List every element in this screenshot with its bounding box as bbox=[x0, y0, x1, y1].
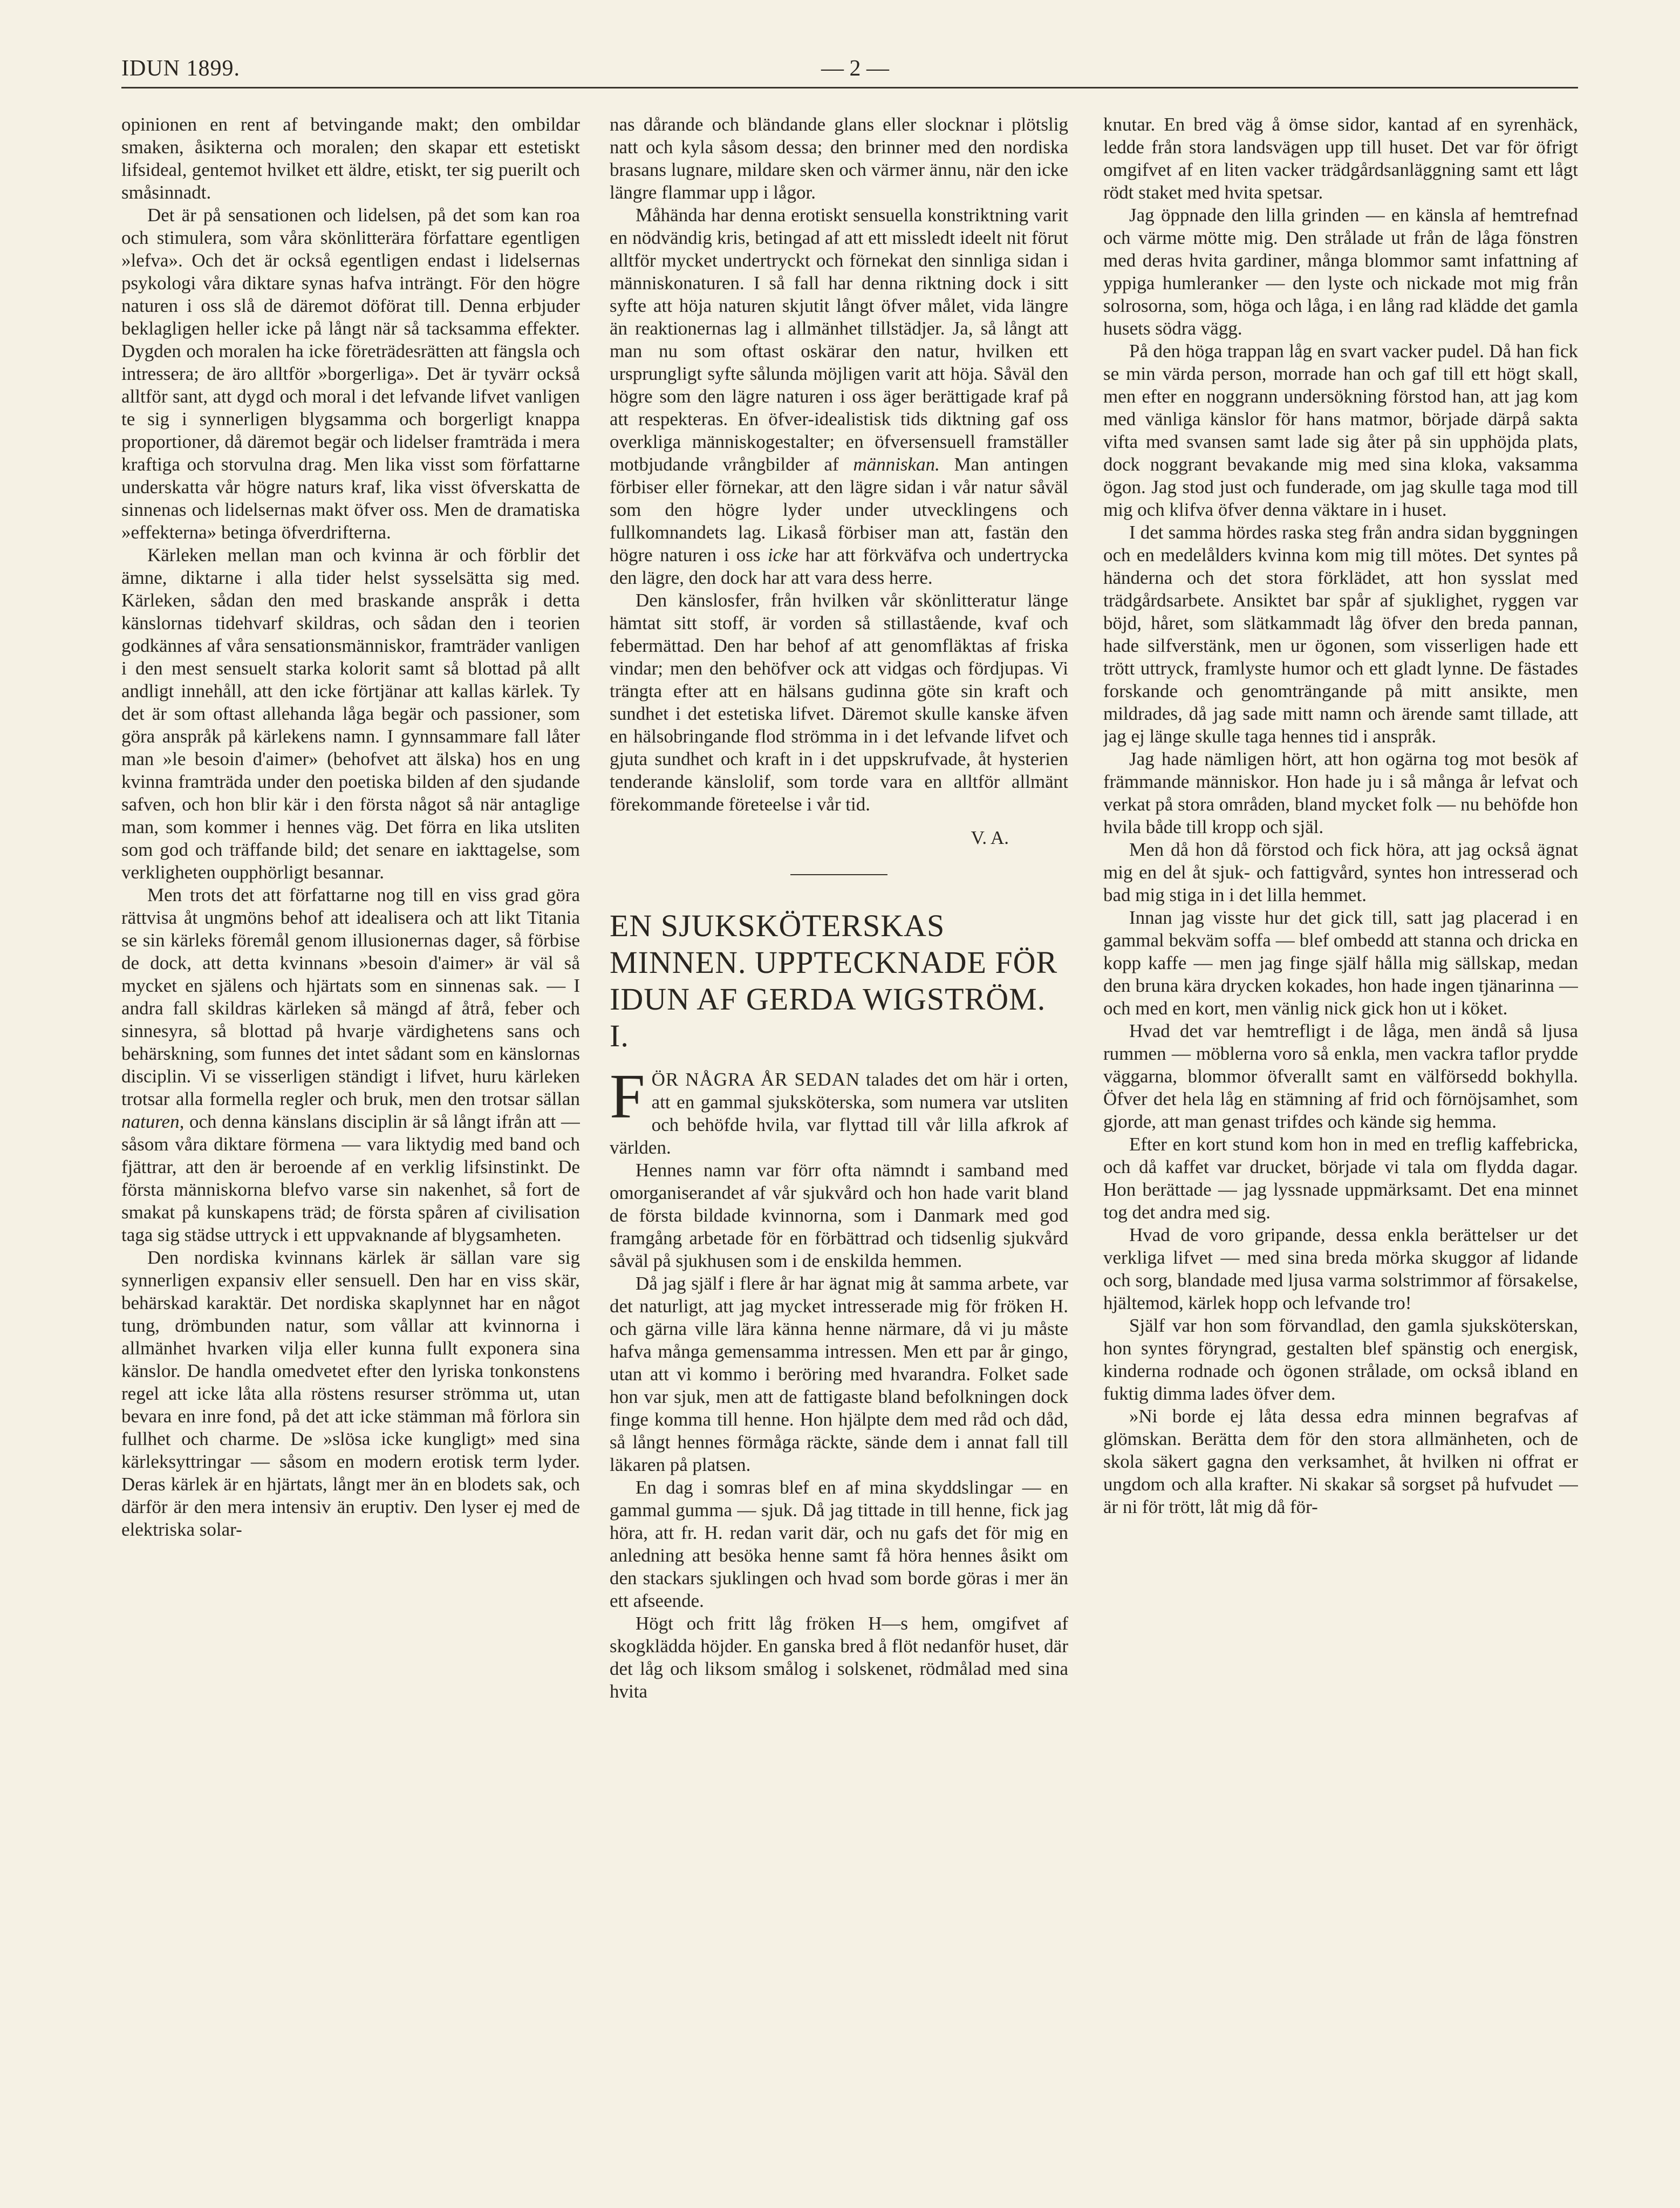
text-run: har att förkväfva och undertrycka den lägre, den dock har att vara dess herre. bbox=[610, 544, 1068, 588]
paragraph: Det är på sensationen och lidelsen, på det som kan roa och stimulera, som våra skönlitterära författare egentligen »lefva». Och det är också egentligen endast i lidelsernas psykologi våra diktare synas hafva inträngt. För den högre naturen i oss slå de däremot döförat till. Denna erbjuder beklagligen heller icke på långt när så tacksamma effekter. Dygden och moralen ha icke företrädesrätten att fängsla och intressera; de äro alltför »borgerliga». Det är tyvärr också alltför sant, att dygd och moral i det lefvande lifvet vanligen te sig i synnerligen blygsamma och borgerligt knappa proportioner, då däremot begär och lidelser framträda i mera kraftiga och storvulna drag. Men lika visst som författarne underskatta vår högre naturs kraf, lika visst öfverskatta de sinnenas och lidelsernas makt öfver oss. Men de dramatiska »effekterna» betinga öfverdrifterna. bbox=[121, 205, 580, 543]
paragraph: Då jag själf i flere år har ägnat mig åt samma arbete, var det naturligt, att jag mycket intresserade mig för fröken H. och gärna ville lära känna henne närmare, då vi ju måste hafva många gemensamma intressen. Men ett par år gingo, utan att vi kommo i beröring med hvarandra. Folket sade hon var sjuk, men att de fattigaste bland befolkningen dock finge komma till henne. Hon hjälpte dem med råd och dåd, så långt hennes förmåga räckte, sände dem i annat fall till läkaren på platsen. bbox=[610, 1273, 1068, 1475]
paragraph: Hennes namn var förr ofta nämndt i samband med omorganiserandet af vår sjukvård och hon hade varit bland de första bildade kvinnorna, som i Danmark med god framgång arbetade för en förbättrad och tidsenlig sjukvård såväl på sjukhusen som i de enskilda hemmen. bbox=[610, 1160, 1068, 1271]
drop-cap: F bbox=[610, 1061, 645, 1132]
text-run: Måhända har denna erotiskt sensuella konstriktning varit en nödvändig kris, betingad af att ett missledt ideelt nit förut alltför mycket undertryckt och förnekat den sinnliga sidan i människonaturen. I så fall har denna riktning dock i sitt syfte att höja naturen skjutit långt öfver målet, vida längre än reaktionernas lag i allmänhet tillstädjer. Ja, så långt att man nu som oftast oskärar den natur, hvilken ett ursprungligt syfte sålunda möjligen varit att höja. Såväl den högre som den lägre naturen i oss äger berättigade kraf på att respekteras. En öfver-idealistisk tids diktning gaf oss overkliga människogestalter; en öfversensuell framställer motbjudande vrångbilder af bbox=[610, 205, 1068, 475]
column-2 bbox=[610, 113, 1068, 2142]
emphasis: icke bbox=[767, 544, 798, 565]
paragraph: knutar. En bred väg å ömse sidor, kantad af en syrenhäck, ledde från stora landsvägen upp till huset. Det var för öfrigt omgifvet af en liten vacker trädgårdsanläggning samt ett lågt rödt staket med hvita spetsar. bbox=[1103, 114, 1578, 203]
text-run: Men trots det att författarne nog till en viss grad göra rättvisa åt ungmöns behof att idealisera och att likt Titania se sin kärleks föremål genom illusionernas dager, så förbise de dock, att detta kvinnans »besoin d'aimer» är väl så mycket en själens och hjärtats som en sinnenas sak. — I andra fall skildras kärleken så mängd af åtrå, feber och sinnesyra, så blottad på hvarje värdighetens sans och behärskning, som funnes det intet sådant som en känslornas disciplin. Vi se visserligen ständigt i lifvet, huru kärleken trotsar alla formella regler och bruk, men den trotsar sällan bbox=[121, 884, 580, 1109]
paragraph: Hvad de voro gripande, dessa enkla berättelser ur det verkliga lifvet — med sina breda mörka skuggor af lidande och sorg, blandade med ljusa varma solstrimmor af försakelse, hjältemod, kärlek hopp och lefvande tro! bbox=[1103, 1224, 1578, 1313]
signature: V. A. bbox=[971, 827, 1009, 848]
header-rule bbox=[121, 87, 1578, 88]
paragraph: Jag hade nämligen hört, att hon ogärna tog mot besök af främmande människor. Hon hade ju i så många år lefvat och verkat på stora områden, bland mycket folk — nu behöfde hon hvila både till kropp och själ. bbox=[1103, 748, 1578, 837]
paragraph: Själf var hon som förvandlad, den gamla sjuksköterskan, hon syntes föryngrad, gestalten blef spänstig och energisk, kinderna rodnade och ögonen strålade, om också ibland en fuktig dimma lades öfver dem. bbox=[1103, 1315, 1578, 1404]
page-number: — 2 — bbox=[821, 56, 889, 81]
paragraph: Innan jag visste hur det gick till, satt jag placerad i en gammal bekväm soffa — blef ombedd att stanna och dricka en kopp kaffe — men jag finge själf hålla mig sällskap, medan den bruna kära drycken kokades, hon hade ingen tjänarinna — och med en kort, men vänlig nick gick hon ut i köket. bbox=[1103, 907, 1578, 1019]
lead-caps: ÖR NÅGRA ÅR SEDAN bbox=[651, 1069, 861, 1090]
paragraph: Den nordiska kvinnans kärlek är sällan vare sig synnerligen expansiv eller sensuell. Den har en viss skär, behärskad karaktär. Det nordiska skaplynnet har en något tung, drömbunden natur, som vållar att kvinnorna i allmänhet hvarken vilja eller kunna fullt exponera sina känslor. De handla omedvetet efter den lyriska tonkonstens regel att icke låta alla röstens resurser strömma ut, utan bevara en inre fond, på det att icke stämman må förlora sin fullhet och charme. De »slösa icke kungligt» med sina kärleksyttringar — såsom en modern erotisk term lyder. Deras kärlek är en hjärtats, långt mer än en blodets sak, och därför är den mera intensiv än eruptiv. Den lyser ej med de elektriska solar- bbox=[121, 1247, 580, 1540]
paragraph: En dag i somras blef en af mina skyddslingar — en gammal gumma — sjuk. Då jag tittade in till henne, fick jag höra, att fr. H. redan varit där, och nu gafs det för mig en anledning att besöka henne samt få höra hennes åsikt om den stackars sjuklingen och hvad som borde göras i mer än ett afseende. bbox=[610, 1477, 1068, 1611]
publication-title: IDUN 1899. bbox=[121, 56, 240, 81]
paragraph: Jag öppnade den lilla grinden — en känsla af hemtrefnad och värme mötte mig. Den strålade ut från de låga fönstren med deras hvita gardiner, många blommor samt infattning af yppiga humleranker — den lyste och nickade mot mig från solrosorna, som, höga och låga, i en lång rad klädde det gamla husets södra vägg. bbox=[1103, 205, 1578, 339]
paragraph: Kärleken mellan man och kvinna är och förblir det ämne, diktarne i alla tider helst sysselsätta sig med. Kärleken, sådan den med braskande anspråk i detta känslornas tidehvarf skildras, och sådan den i teorien godkännes af våra sensationsmänniskor, framträder vanligen i den mest sensuelt starka kolorit samt så blottad på allt andligt innehåll, att den icke förtjänar att kallas kärlek. Ty det är som oftast allehanda låga begär och passioner, som göra anspråk på kärlekens namn. I gynnsammare fall låter man »le besoin d'aimer» (behofvet att älska) hos en ung kvinna framträda under den poetiska bilden af den sjudande safven, och hon blir kär i den första något så när antaglige man, som kommer i hennes väg. Det förra en lika utsliten som god och träffande bild; det senare en iakttagelse, som verkligheten oupphörligt besannar. bbox=[121, 544, 580, 883]
text-run: och denna känslans disciplin är så långt ifrån att — såsom våra diktare förmena — vara liktydig med band och fjättrar, att den är beroende af en verklig lifsinstinkt. De första människorna blefvo varse sin nakenhet, så fort de smakat på kunskapens träd; de första spåren af civilisation taga sig städse uttryck i ett uppvaknande af blygsamheten. bbox=[121, 1111, 580, 1245]
paragraph: nas dårande och bländande glans eller slocknar i plötslig natt och kyla såsom dessa; den brinner med den nordiska brasans lugnare, mildare sken och värmer ännu, när den icke längre flammar upp i lågor. bbox=[610, 114, 1068, 203]
emphasis: människan. bbox=[853, 454, 940, 475]
paragraph bbox=[610, 204, 1068, 589]
column-3 bbox=[1103, 113, 1578, 2142]
text-run: Man antingen förbiser eller förnekar, att den lägre sidan i vår natur såväl som den högre lyder under utvecklingens och fullkomnandets lag. Likaså förbiser man att, fastän den högre naturen i oss bbox=[610, 454, 1068, 565]
emphasis: naturen, bbox=[121, 1111, 185, 1132]
paragraph: Men då hon då förstod och fick höra, att jag också ägnat mig en del åt sjuk- och fattigvård, syntes hon intresserad och bad mig stiga in i det lilla hemmet. bbox=[1103, 839, 1578, 905]
page-header bbox=[121, 51, 1578, 89]
paragraph: opinionen en rent af betvingande makt; den ombildar smaken, åsikterna och moralen; den skapar ett estetiskt lifsideal, gentemot hvilket ett äldre, etiskt, ter sig puerilt och småsinnadt. bbox=[121, 114, 580, 203]
paragraph bbox=[121, 884, 580, 1246]
paragraph: Högt och fritt låg fröken H—s hem, omgifvet af skogklädda höjder. En ganska bred å flöt nedanför huset, där det låg och liksom smålog i solskenet, rödmålad med sina hvita bbox=[610, 1613, 1068, 1702]
paragraph: På den höga trappan låg en svart vacker pudel. Då han fick se min värda person, morrade han och gaf till ett högt skall, men efter en noggrann undersökning förstod han, att jag kom med vänliga känslor för hans matmor, började därpå sakta vifta med svansen samt lade sig åter på sin upphöjda plats, dock noggrant bevakande mig med sina kloka, vaksamma ögon. Jag stod just och funderade, om jag skulle taga mod till mig och klifva öfver denna väktare in i huset. bbox=[1103, 340, 1578, 520]
article-headline: EN SJUKSKÖTERSKAS MINNEN. UPPTECKNADE FÖR IDUN AF GERDA WIGSTRÖM. I. bbox=[610, 908, 1058, 1053]
paragraph: Den känslosfer, från hvilken vår skönlitteratur länge hämtat sitt stoff, är vorden så stillastående, kvaf och febermättad. Den har behof af att genomfläktas af friska vindar; men den behöfver ock att vidgas och fördjupas. Vi trängta efter att en hälsans gudinna göte sin kraft och sundhet i det estetiska lifvet. Däremot skulle kanske äfven en hälsobringande flod strömma in i det lefvande lifvet och gjuta sundhet och kraft in i det uppskrufvade, åt hysterien tenderande känslolif, som torde vara en alltför allmänt förekommande företeelse i vår tid. bbox=[610, 590, 1068, 815]
paragraph: I det samma hördes raska steg från andra sidan byggningen och en medelålders kvinna kom mig till mötes. Det syntes på händerna och det stora förklädet, att hon sysslat med trädgårdsarbete. Ansiktet bar spår af sjuklighet, ryggen var böjd, håret, som slätkammadt låg öfver den breda pannan, hade silfverstänk, men ur ögonen, som visserligen hade ett trött uttryck, framlyste humor och ett gladt lynne. De fästades forskande och genomträngande på mitt ansikte, men mildrades, då jag sade mitt namn och ärende samt tillade, att jag ej länge skulle taga hennes tid i anspråk. bbox=[1103, 522, 1578, 747]
paragraph: Efter en kort stund kom hon in med en treflig kaffebricka, och då kaffet var drucket, började vi tala om flydda dagar. Hon berättade — jag lyssnade uppmärksamt. Det ena minnet tog det andra med sig. bbox=[1103, 1134, 1578, 1223]
paragraph: Hvad det var hemtrefligt i de låga, men ändå så ljusa rummen — möblerna voro så enkla, men vackra taflor prydde väggarna, blommor öfverallt samt en välförsedd bokhylla. Öfver det hela låg en stämning af frid och förnöjsamhet, som gjorde, att man genast trifdes och kände sig hemma. bbox=[1103, 1020, 1578, 1132]
column-1 bbox=[121, 113, 580, 2142]
text-run: talades det om här i orten, att en gammal sjuksköterska, som numera var utsliten och behöfde hvila, var flyttad till vår lilla afkrok af världen. bbox=[610, 1069, 1068, 1158]
lead-paragraph bbox=[610, 1061, 1068, 1159]
section-divider bbox=[790, 874, 887, 875]
paragraph: »Ni borde ej låta dessa edra minnen begrafvas af glömskan. Berätta dem för den stora allmänheten, och de skola säkert gagna den verksamhet, åt hvilken ni offrat er ungdom och alla krafter. Ni skakar så sorgset på hufvudet — är ni för trött, låt mig då för- bbox=[1103, 1406, 1578, 1517]
